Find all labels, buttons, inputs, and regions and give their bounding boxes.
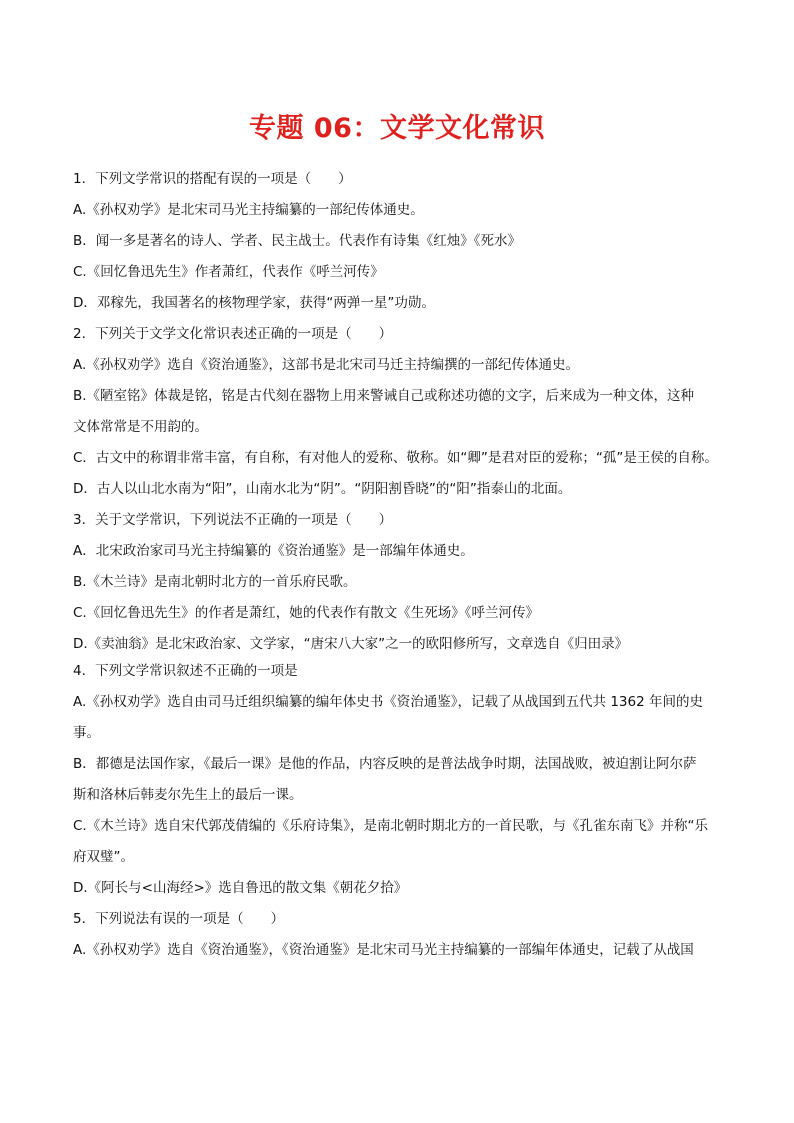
question-2-stem: 2．下列关于文学文化常识表述正确的一项是（ ） [73,326,393,342]
question-4-option-d: D.《阿长与<山海经>》选自鲁迅的散文集《朝花夕拾》 [73,880,408,896]
question-1-option-a: A.《孙权劝学》是北宋司马光主持编纂的一部纪传体通史。 [73,202,424,218]
question-2-option-a: A.《孙权劝学》选自《资治通鉴》，这部书是北宋司马迁主持编撰的一部纪传体通史。 [73,357,580,373]
question-4-option-b-continued: 斯和洛林后韩麦尔先生上的最后一课。 [73,787,303,803]
question-2-option-c: C．古文中的称谓非常丰富，有自称，有对他人的爱称、敬称。如“卿”是君对臣的爱称；“孤”是王侯的自称。 [73,450,718,466]
question-1-option-c: C.《回忆鲁迅先生》作者萧红，代表作《呼兰河传》 [73,264,384,280]
question-3-option-c: C.《回忆鲁迅先生》的作者是萧红，她的代表作有散文《生死场》《呼兰河传》 [73,605,539,621]
question-4-option-c: C.《木兰诗》选自宋代郭茂倩编的《乐府诗集》，是南北朝时期北方的一首民歌，与《孔雀东南飞》并称“乐 [73,818,708,834]
question-1-option-b: B．闻一多是著名的诗人、学者、民主战士。代表作有诗集《红烛》《死水》 [73,233,522,249]
question-4-option-a: A.《孙权劝学》选自由司马迁组织编纂的编年体史书《资治通鉴》，记载了从战国到五代共 1362 年间的史 [73,694,703,710]
question-5-option-a: A.《孙权劝学》选自《资治通鉴》，《资治通鉴》是北宋司马光主持编纂的一部编年体通史，记载了从战国 [73,942,694,958]
question-3-option-a: A．北宋政治家司马光主持编纂的《资治通鉴》是一部编年体通史。 [73,543,474,559]
question-2-option-d: D．古人以山北水南为“阳”，山南水北为“阴”。“阴阳割昏晓”的“阳”指泰山的北面。 [73,481,572,497]
question-1-option-d: D．邓稼先，我国著名的核物理学家，获得“两弹一星”功勋。 [73,295,435,311]
page-title: 专题 06：文学文化常识 [249,113,545,144]
question-3-option-b: B.《木兰诗》是南北朝时北方的一首乐府民歌。 [73,574,357,590]
question-3-stem: 3．关于文学常识，下列说法不正确的一项是（ ） [73,512,393,528]
question-4-stem: 4．下列文学常识叙述不正确的一项是 [73,663,298,679]
question-3-option-d: D.《卖油翁》是北宋政治家、文学家，“唐宋八大家”之一的欧阳修所写，文章选自《归田录》 [73,636,629,652]
question-list [73,168,728,961]
question-1-stem: 1．下列文学常识的搭配有误的一项是（ ） [73,171,352,187]
question-4-option-c-continued: 府双璧”。 [73,849,134,865]
question-5-stem: 5．下列说法有误的一项是（ ） [73,911,285,927]
question-4-option-a-continued: 事。 [73,725,100,741]
question-2-option-b: B.《陋室铭》体裁是铭，铭是古代刻在器物上用来警诫自己或称述功德的文字，后来成为一种文体，这种 [73,388,695,404]
question-2-option-b-continued: 文体常常是不用韵的。 [73,419,208,435]
question-4-option-b: B．都德是法国作家，《最后一课》是他的作品，内容反映的是普法战争时期，法国战败，被迫割让阿尔萨 [73,756,697,772]
